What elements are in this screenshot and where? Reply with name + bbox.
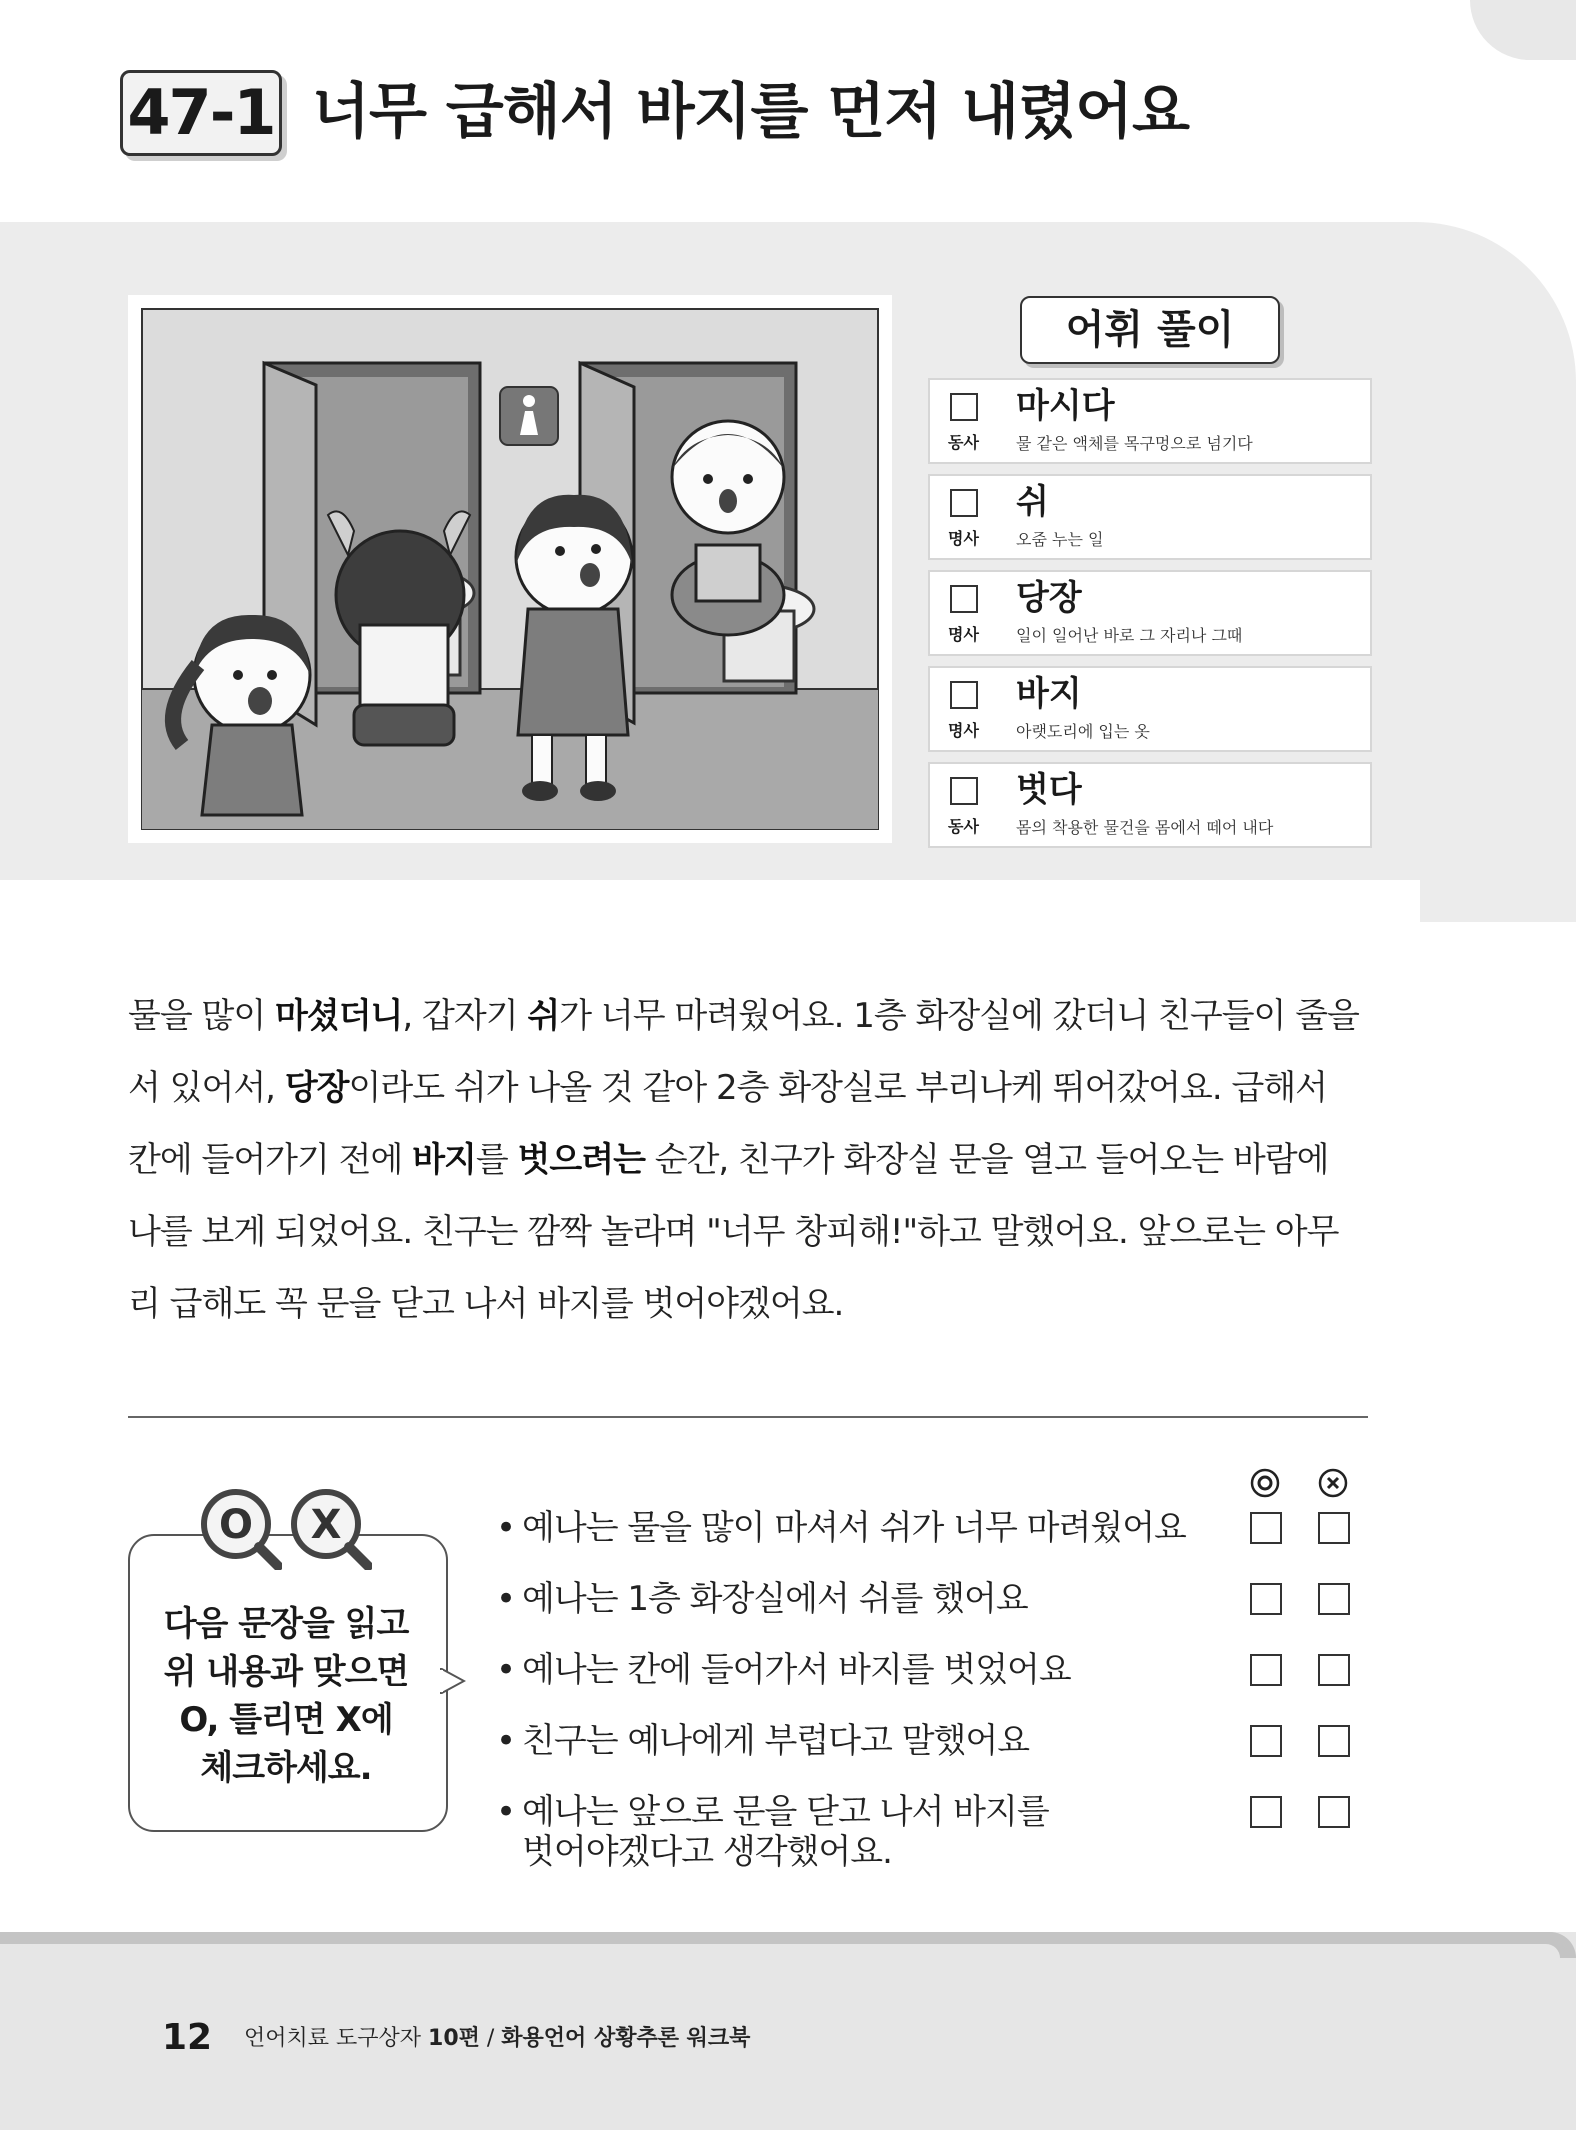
quiz-statement	[496, 1579, 1028, 1619]
footer-caption	[244, 2022, 750, 2056]
vocab-word: 쉬	[1016, 482, 1049, 522]
instruction-line: 위 내용과 맞으면	[163, 1652, 409, 1692]
incorrect-column-icon	[1318, 1468, 1348, 1498]
vocab-part-of-speech: 명사	[948, 625, 979, 644]
quiz-statement	[496, 1650, 1071, 1690]
bullet: •	[496, 1508, 516, 1548]
vocab-card	[928, 570, 1372, 656]
x-magnifier-icon	[286, 1484, 372, 1570]
book-title: 화용언어 상황추론 워크북	[501, 2026, 751, 2051]
bullet: •	[496, 1721, 516, 1761]
instruction-line: 다음 문장을 읽고	[163, 1604, 409, 1644]
footer-background	[0, 1932, 1576, 2130]
statement-text-continued: 벗어야겠다고 생각했어요.	[522, 1832, 892, 1872]
vocab-card	[928, 378, 1372, 464]
footer-stripe-inner	[0, 1944, 1560, 1958]
footer-separator: /	[479, 2026, 502, 2051]
o-letter: O	[218, 1502, 254, 1548]
story-text: 가 너무 마려웠어요. 1층 화장실에 갔더니 친구들이 줄을 서 있어서,	[128, 996, 1359, 1108]
vocab-definition: 아랫도리에 입는 옷	[1016, 722, 1150, 741]
vocab-word: 바지	[1016, 674, 1082, 714]
x-letter: X	[310, 1502, 342, 1548]
correct-checkbox[interactable]	[1250, 1796, 1282, 1828]
vocab-card	[928, 666, 1372, 752]
correct-column-icon	[1250, 1468, 1280, 1498]
vocab-word: 마시다	[1016, 386, 1115, 426]
series-name: 언어치료 도구상자	[244, 2026, 429, 2051]
bullet: •	[496, 1792, 516, 1832]
vocab-definition: 물 같은 액체를 목구멍으로 넘기다	[1016, 434, 1253, 453]
story-keyword: 벗으려는	[517, 1140, 645, 1180]
correct-checkbox[interactable]	[1250, 1654, 1282, 1686]
vocab-definition: 오줌 누는 일	[1016, 530, 1104, 549]
story-keyword: 바지	[412, 1140, 476, 1180]
incorrect-checkbox[interactable]	[1318, 1654, 1350, 1686]
vocab-part-of-speech: 명사	[948, 721, 979, 740]
lesson-number: 47-1	[120, 70, 282, 156]
page-number: 12	[162, 2017, 213, 2058]
correct-checkbox[interactable]	[1250, 1725, 1282, 1757]
vocab-word: 벗다	[1016, 770, 1082, 810]
volume-number: 10편	[428, 2026, 480, 2051]
vocab-part-of-speech: 동사	[948, 817, 979, 836]
vocab-checkbox[interactable]	[950, 585, 978, 613]
vocab-checkbox[interactable]	[950, 681, 978, 709]
bubble-tail	[440, 1668, 466, 1694]
vocab-word: 당장	[1016, 578, 1082, 618]
incorrect-checkbox[interactable]	[1318, 1512, 1350, 1544]
incorrect-checkbox[interactable]	[1318, 1796, 1350, 1828]
statement-text: 예나는 1층 화장실에서 쉬를 했어요	[522, 1579, 1028, 1619]
vocab-definition: 일이 일어난 바로 그 자리나 그때	[1016, 626, 1243, 645]
vocab-checkbox[interactable]	[950, 777, 978, 805]
vocab-part-of-speech: 명사	[948, 529, 979, 548]
correct-checkbox[interactable]	[1250, 1583, 1282, 1615]
section-divider	[128, 1416, 1368, 1418]
quiz-statement	[496, 1721, 1029, 1761]
story-text: 이라도 쉬가 나올 것 같아 2층 화장실로 부리나케 뛰어갔어요. 급해서 칸에 들어가기 전에	[128, 1068, 1328, 1180]
vocab-card	[928, 762, 1372, 848]
incorrect-checkbox[interactable]	[1318, 1583, 1350, 1615]
o-magnifier-icon	[196, 1484, 282, 1570]
vocab-header: 어휘 풀이	[1020, 296, 1280, 364]
bathroom-scene-illustration	[128, 295, 892, 843]
quiz-instruction	[140, 1600, 432, 1792]
story-text: , 갑자기	[402, 996, 528, 1036]
corner-decoration	[1470, 0, 1576, 60]
vocab-card	[928, 474, 1372, 560]
story-text: 순간, 친구가 화장실 문을 열고 들어오는 바람에 나를 보게 되었어요. 친구는 깜짝 놀라며 "너무 창피해!"하고 말했어요. 앞으로는 아무리 급해도 꼭 문을 닫고 나서 바지를 벗어야겠어요.	[128, 1140, 1339, 1324]
correct-checkbox[interactable]	[1250, 1512, 1282, 1544]
story-keyword: 쉬	[527, 996, 560, 1036]
story-paragraph	[128, 980, 1368, 1340]
statement-text: 친구는 예나에게 부럽다고 말했어요	[522, 1721, 1030, 1761]
vocab-part-of-speech: 동사	[948, 433, 979, 452]
bullet: •	[496, 1650, 516, 1690]
statement-text: 예나는 칸에 들어가서 바지를 벗었어요	[522, 1650, 1071, 1690]
statement-text: 예나는 물을 많이 마셔서 쉬가 너무 마려웠어요	[522, 1508, 1186, 1548]
instruction-line: 체크하세요.	[200, 1748, 372, 1788]
quiz-statement	[496, 1792, 1049, 1872]
incorrect-checkbox[interactable]	[1318, 1725, 1350, 1757]
page-title: 너무 급해서 바지를 먼저 내렸어요	[312, 77, 1189, 147]
vocab-checkbox[interactable]	[950, 393, 978, 421]
story-keyword: 당장	[284, 1068, 349, 1108]
story-keyword: 마셨더니	[275, 996, 403, 1036]
bullet: •	[496, 1579, 516, 1619]
instruction-line: O, 틀리면 X에	[179, 1700, 393, 1740]
story-text: 물을 많이	[128, 996, 275, 1036]
story-text: 를	[475, 1140, 518, 1180]
quiz-statement	[496, 1508, 1186, 1548]
vocab-checkbox[interactable]	[950, 489, 978, 517]
statement-text: 예나는 앞으로 문을 닫고 나서 바지를	[522, 1792, 1049, 1832]
vocab-definition: 몸의 착용한 물건을 몸에서 떼어 내다	[1016, 818, 1274, 837]
